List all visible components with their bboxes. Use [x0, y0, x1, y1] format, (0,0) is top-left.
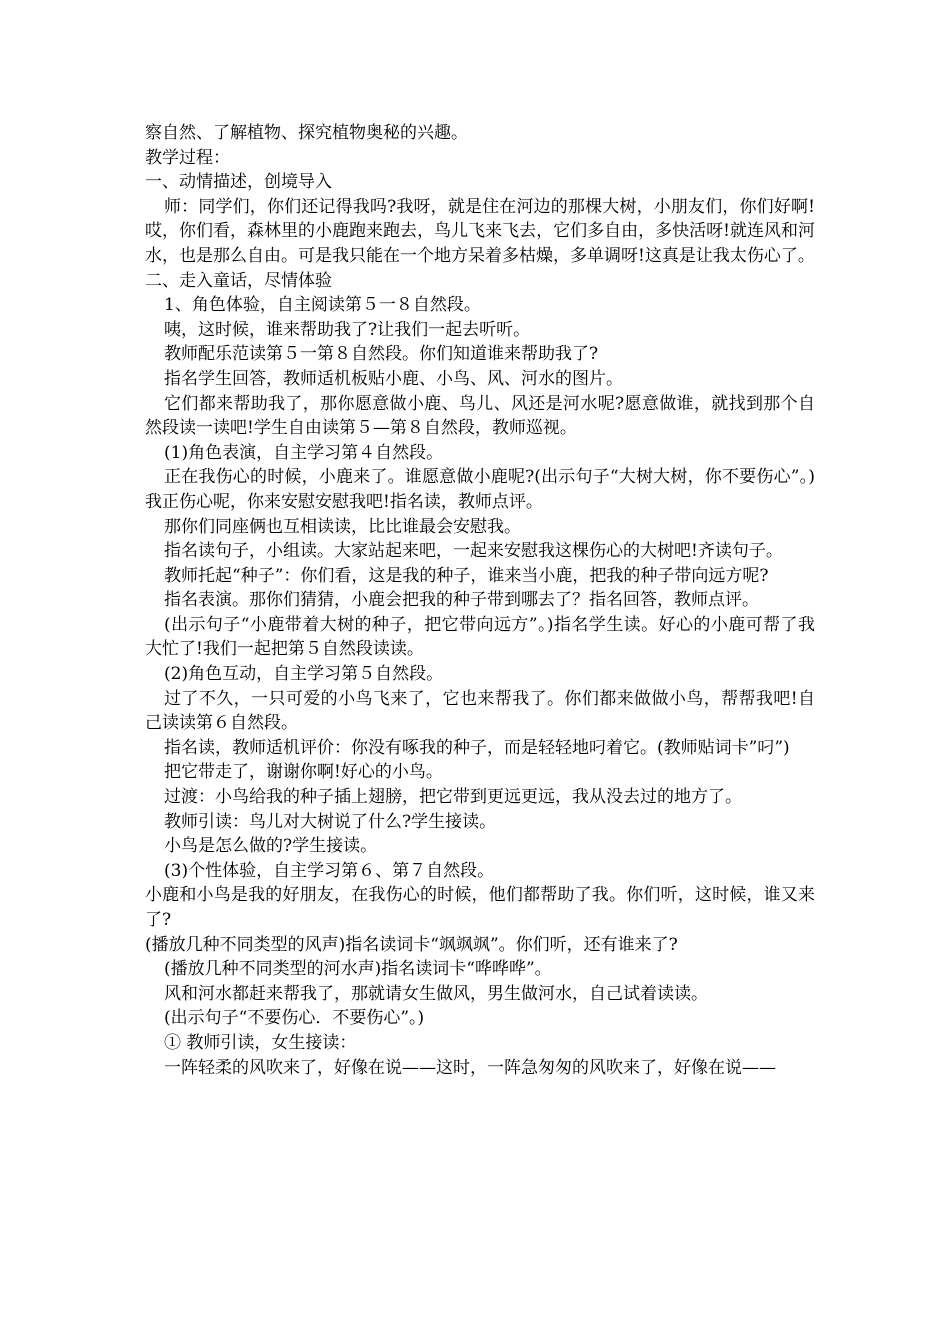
paragraph: 指名表演。那你们猜猜，小鹿会把我的种子带到哪去了？指名回答，教师点评。	[164, 590, 759, 611]
paragraph: 它们都来帮助我了，那你愿意做小鹿、鸟儿、风还是河水呢?愿意做谁，就找到那个自然段读一读吧!学生自由读第５—第８自然段，教师巡视。	[145, 393, 815, 439]
paragraph: 1、角色体验，自主阅读第５一８自然段。	[164, 295, 481, 316]
paragraph: ① 教师引读，女生接读：	[164, 1032, 357, 1053]
paragraph: 教师配乐范读第５一第８自然段。你们知道谁来帮助我了?	[164, 344, 599, 365]
paragraph: 风和河水都赶来帮我了，那就请女生做风，男生做河水，自己试着读读。	[164, 983, 708, 1004]
paragraph: 正在我伤心的时候，小鹿来了。谁愿意做小鹿呢?(出示句子“大树大树，你不要伤心”。)我正伤心呢，你来安慰安慰我吧!指名读，教师点评。	[145, 467, 815, 512]
paragraph: (1)角色表演，自主学习第４自然段。	[164, 442, 444, 463]
paragraph: (播放几种不同类型的河水声)指名读词卡“哗哗哗”。	[164, 959, 552, 980]
paragraph: 指名学生回答，教师适机板贴小鹿、小鸟、风、河水的图片。	[164, 368, 623, 389]
paragraph: (出示句子“小鹿带着大树的种子，把它带向远方”。)指名学生读。好心的小鹿可帮了我大忙了!我们一起把第５自然段读读。	[145, 614, 815, 660]
paragraph: 一阵轻柔的风吹来了，好像在说——这时，一阵急匆匆的风吹来了，好像在说——	[164, 1057, 776, 1078]
paragraph: (出示句子“不要伤心．不要伤心”。)	[164, 1008, 425, 1029]
paragraph: 教学过程：	[145, 147, 230, 168]
paragraph: 师：同学们，你们还记得我吗?我呀，就是住在河边的那棵大树，小朋友们，你们好啊!哎，你们看，森林里的小鹿跑来跑去，鸟儿飞来飞去，它们多自由，多快活呀!就连风和河水，也是那么自由。可是我只能在一个地方呆着多枯燥，多单调呀!这真是让我太伤心了。	[145, 196, 815, 266]
paragraph: 二、走入童话，尽情体验	[145, 270, 332, 291]
paragraph: 过了不久，一只可爱的小鸟飞来了，它也来帮我了。你们都来做做小鸟，帮帮我吧!自己读读第６自然段。	[145, 688, 815, 734]
paragraph: 一、动情描述，创境导入	[145, 172, 332, 193]
paragraph: 小鹿和小鸟是我的好朋友，在我伤心的时候，他们都帮助了我。你们听，这时候，谁又来了?	[145, 885, 815, 930]
paragraph: 把它带走了，谢谢你啊!好心的小鸟。	[164, 762, 443, 783]
paragraph: 察自然、了解植物、探究植物奥秘的兴趣。	[145, 123, 468, 143]
paragraph: 过渡：小鸟给我的种子插上翅膀，把它带到更远更远，我从没去过的地方了。	[164, 787, 742, 808]
paragraph: (2)角色互动，自主学习第５自然段。	[164, 664, 444, 685]
paragraph: 指名读句子，小组读。大家站起来吧，一起来安慰我这棵伤心的大树吧!齐读句子。	[164, 541, 783, 562]
paragraph: 教师引读：鸟儿对大树说了什么?学生接读。	[164, 811, 497, 832]
paragraph: (播放几种不同类型的风声)指名读词卡“飒飒飒”。你们听，还有谁来了?	[145, 934, 678, 955]
paragraph: 咦，这时候，谁来帮助我了?让我们一起去听听。	[164, 319, 531, 340]
lesson-plan-text	[145, 121, 815, 1080]
paragraph: 教师托起“种子”：你们看，这是我的种子，谁来当小鹿，把我的种子带向远方呢?	[164, 565, 769, 586]
paragraph: 小鸟是怎么做的?学生接读。	[164, 836, 378, 857]
paragraph: 那你们同座俩也互相读读，比比谁最会安慰我。	[164, 516, 521, 537]
paragraph: 指名读，教师适机评价：你没有啄我的种子，而是轻轻地叼着它。(教师贴词卡”叼”)	[164, 737, 790, 758]
paragraph: (3)个性体验，自主学习第６、第７自然段。	[164, 860, 495, 881]
